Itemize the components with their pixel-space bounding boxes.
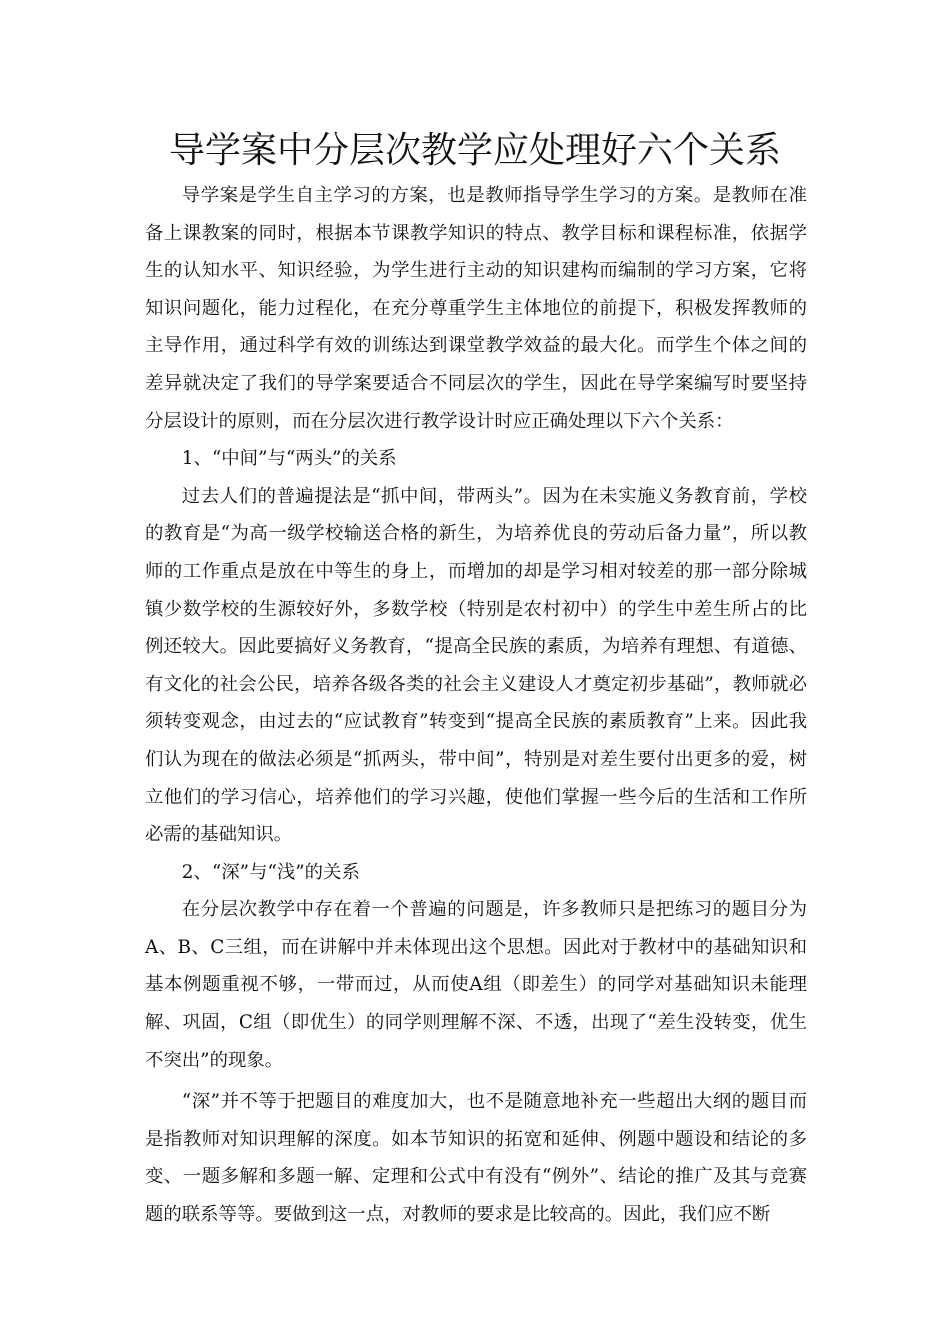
section-heading-1: 1、“中间”与“两头”的关系	[181, 448, 397, 470]
paragraph-section-2b: “深”并不等于把题目的难度加大，也不是随意地补充一些超出大纲的题目而是指教师对知识理解的深度。如本节知识的拓宽和延伸、例题中题设和结论的多变、一题多解和多题一解、定理和公式中有没有“例外”、结论的推广及其与竞赛题的联系等等。要做到这一点，对教师的要求是比较高的。因此，我们应不断	[145, 1091, 807, 1226]
paragraph-intro: 导学案是学生自主学习的方案，也是教师指导学生学习的方案。是教师在准备上课教案的同时，根据本节课教学知识的特点、教学目标和课程标准，依据学生的认知水平、知识经验，为学生进行主动的知识建构而编制的学习方案，它将知识问题化，能力过程化，在充分尊重学生主体地位的前提下，积极发挥教师的主导作用，通过科学有效的训练达到课堂教学效益的最大化。而学生个体之间的差异就决定了我们的导学案要适合不同层次的学生，因此在导学案编写时要坚持分层设计的原则，而在分层次进行教学设计时应正确处理以下六个关系：	[145, 185, 807, 432]
paragraph-section-1: 过去人们的普遍提法是“抓中间，带两头”。因为在未实施义务教育前，学校的教育是“为高一级学校输送合格的新生，为培养优良的劳动后备力量”，所以教师的工作重点是放在中等生的身上，而增加的却是学习相对较差的那一部分除城镇少数学校的生源较好外，多数学校（特别是农村初中）的学生中差生所占的比例还较大。因此要搞好义务教育，“提高全民族的素质，为培养有理想、有道德、有文化的社会公民，培养各级各类的社会主义建设人才奠定初步基础”，教师就必须转变观念，由过去的“应试教育”转变到“提高全民族的素质教育”上来。因此我们认为现在的做法必须是“抓两头，带中间”，特别是对差生要付出更多的爱，树立他们的学习信心，培养他们的学习兴趣，使他们掌握一些今后的生活和工作所必需的基础知识。	[145, 485, 807, 846]
paragraph-section-2a: 在分层次教学中存在着一个普遍的问题是，许多教师只是把练习的题目分为A、B、C三组，而在讲解中并未体现出这个思想。因此对于教材中的基础知识和基本例题重视不够，一带而过，从而使A组（即差生）的同学对基础知识未能理解、巩固，C组（即优生）的同学则理解不深、不透，出现了“差生没转变，优生不突出”的现象。	[145, 899, 807, 1071]
document-title: 导学案中分层次教学应处理好六个关系	[168, 130, 781, 171]
section-heading-2: 2、“深”与“浅”的关系	[181, 861, 360, 883]
document-body	[145, 177, 807, 1234]
